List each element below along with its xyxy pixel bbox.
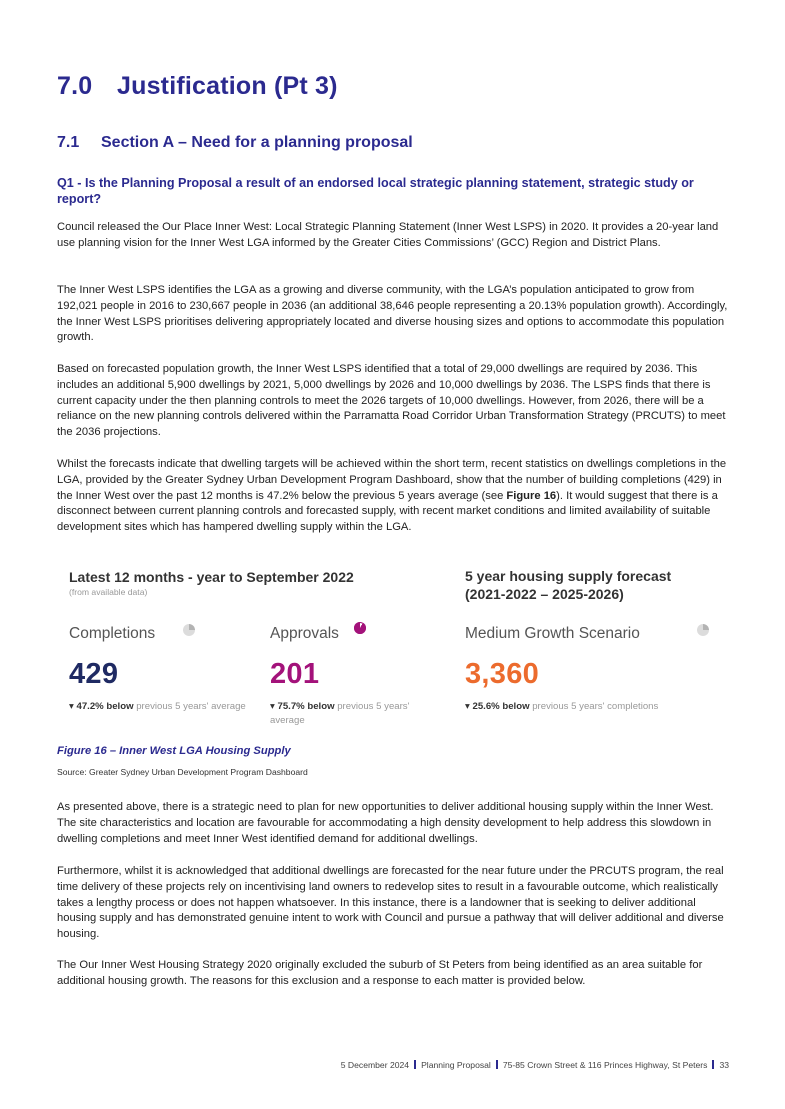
approvals-note-rest: previous 5 years' average <box>270 701 410 726</box>
figure-caption: Figure 16 – Inner West LGA Housing Supply <box>57 745 291 757</box>
forecast-value: 3,360 <box>465 658 540 690</box>
paragraph-6: Furthermore, whilst it is acknowledged that additional dwellings are forecasted for the near future under the PRCUTS program, the real time delivery of these projects rely on incentivising land owners to redevelop sites to result in a favourable outcome, which realistically takes a lengthy process or does not happen whatsoever. In this instance, there is a landowner that is seeking to deliver additional housing supply and has demonstrated genuine intent to work with Council and pursue a pathway that will deliver additional and diverse housing. <box>57 865 724 941</box>
pie-chart-icon <box>354 622 366 634</box>
pie-chart-icon <box>183 624 195 636</box>
footer-separator <box>414 1060 416 1069</box>
medium-growth-label: Medium Growth Scenario <box>465 625 640 642</box>
chapter-number: 7.0 <box>57 72 93 100</box>
latest-12-months-title: Latest 12 months - year to September 2022 <box>69 569 354 585</box>
footer-date: 5 December 2024 <box>340 1060 410 1070</box>
footer-separator <box>712 1060 714 1069</box>
completions-note-bold: ▾ 47.2% below <box>69 701 134 712</box>
paragraph-4-text-b: ). It would suggest that there is a disconnect between current planning controls and forecasted supply, with recent market conditions and limited availability of suitable development sites which has hampered dwelling supply within the LGA. <box>57 489 718 534</box>
paragraph-4 <box>57 457 729 536</box>
figure-16-reference: Figure 16 <box>506 489 557 502</box>
paragraph-7: The Our Inner West Housing Strategy 2020 originally excluded the suburb of St Peters from being identified as an area suitable for additional housing growth. The reasons for this exclusion and a response to each matter is provided below. <box>57 959 703 987</box>
chapter-heading <box>57 72 338 101</box>
completions-value: 429 <box>69 658 119 690</box>
figure-source: Source: Greater Sydney Urban Development Program Dashboard <box>57 767 308 777</box>
pie-chart-icon <box>697 624 709 636</box>
housing-supply-figure <box>57 562 729 742</box>
footer-separator <box>496 1060 498 1069</box>
paragraph-1: Council released the Our Place Inner West: Local Strategic Planning Statement (Inner West LSPS) in 2020. It provides a 20-year land use planning vision for the Inner West LGA informed by the Greater Cities Commissions’ (GCC) Region and District Plans. <box>57 221 719 249</box>
page-footer <box>341 1060 729 1070</box>
paragraph-5: As presented above, there is a strategic need to plan for new opportunities to deliver additional housing supply within the Inner West. The site characteristics and location are favourable for accommodating a high density development to help address this slowdown in dwelling completions and meet Inner West identified demand for additional dwellings. <box>57 801 714 845</box>
forecast-note <box>465 700 729 714</box>
paragraph-4-text-a: Whilst the forecasts indicate that dwelling targets will be achieved within the short term, recent statistics on dwellings completions in the LGA, provided by the Greater Sydney Urban Development Program Dashboard, show that the number of building completions (429) in the Inner West over the past 12 months is 47.2% below the previous 5 years average (see <box>57 458 727 502</box>
latest-12-months-header <box>69 568 354 597</box>
footer-document: Planning Proposal <box>421 1060 491 1070</box>
forecast-note-bold: ▾ 25.6% below <box>465 701 530 712</box>
question-heading: Q1 - Is the Planning Proposal a result of an endorsed local strategic planning statement, strategic study or report? <box>57 176 694 206</box>
approvals-label: Approvals <box>270 625 339 642</box>
forecast-title-line1: 5 year housing supply forecast <box>465 568 672 584</box>
chapter-title: Justification (Pt 3) <box>117 72 338 100</box>
forecast-note-rest: previous 5 years' completions <box>529 701 659 712</box>
page-number: 33 <box>719 1060 729 1070</box>
section-title: Section A – Need for a planning proposal <box>101 134 413 151</box>
completions-label: Completions <box>69 625 156 642</box>
paragraph-3: Based on forecasted population growth, the Inner West LSPS identified that a total of 29,000 dwellings are required by 2036. This includes an additional 5,900 dwellings by 2021, 5,000 dwellings by 2026 and 10,000 dwellings by 2036. The LSPS finds that there is current capacity under the then planning controls to meet the 2026 targets of 10,000 dwellings. However, from 2026, there will be a reliance on the new planning controls delivered within the Parramatta Road Corridor Urban Transformation Strategy (PRCUTS) to meet the 2036 projections. <box>57 363 726 439</box>
approvals-value: 201 <box>270 658 320 690</box>
available-data-note: (from available data) <box>69 587 148 597</box>
completions-note <box>69 700 251 714</box>
forecast-header <box>465 567 671 603</box>
footer-address: 75-85 Crown Street & 116 Princes Highway, St Peters <box>502 1060 708 1070</box>
section-heading <box>57 134 413 152</box>
paragraph-2: The Inner West LSPS identifies the LGA as a growing and diverse community, with the LGA’s population anticipated to grow from 192,021 people in 2016 to 230,667 people in 2036 (an additional 38,646 people representing a 20.13% population growth). Accordingly, the Inner West LSPS prioritises delivering appropriately located and diverse housing sizes and options to accommodate this population growth. <box>57 284 728 344</box>
approvals-note-bold: ▾ 75.7% below <box>270 701 335 712</box>
forecast-title-line2: (2021-2022 – 2025-2026) <box>465 586 624 602</box>
completions-note-rest: previous 5 years' average <box>133 701 246 712</box>
section-number: 7.1 <box>57 134 80 151</box>
approvals-note <box>270 700 420 728</box>
